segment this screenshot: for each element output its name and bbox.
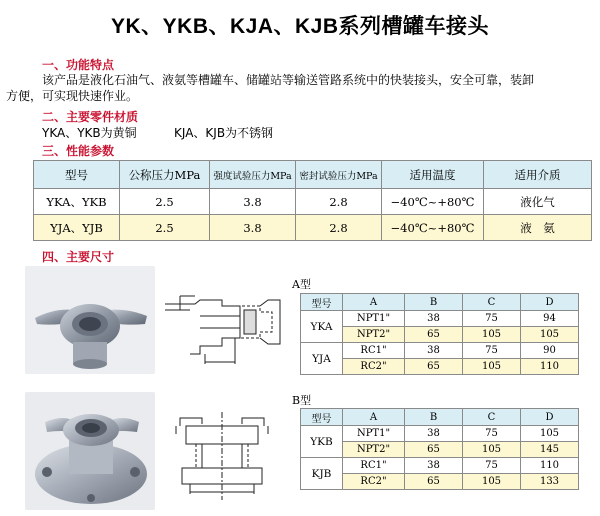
table-cell: 105	[521, 327, 579, 343]
table-row	[34, 189, 592, 215]
table-cell: 105	[463, 359, 521, 375]
dim-header: 型号	[301, 409, 343, 426]
table-cell: 2.5	[120, 215, 210, 241]
table-cell: 液化气	[484, 189, 592, 215]
table-cell: 38	[405, 311, 463, 327]
model-cell: YKB	[301, 426, 343, 458]
perf-header: 密封试验压力MPa	[296, 161, 382, 189]
table-cell: 38	[405, 343, 463, 359]
dim-header: D	[521, 409, 579, 426]
table-row	[301, 442, 579, 458]
perf-header: 适用温度	[382, 161, 484, 189]
table-cell: 3.8	[210, 189, 296, 215]
perf-header: 适用介质	[484, 161, 592, 189]
table-cell: −40℃~+80℃	[382, 189, 484, 215]
params-heading: 三、性能参数	[42, 144, 115, 158]
table-row	[301, 327, 579, 343]
table-cell: −40℃~+80℃	[382, 215, 484, 241]
dim-header: A	[343, 409, 405, 426]
materials-steel: KJA、KJB为不锈钢	[174, 126, 274, 140]
perf-header: 公称压力MPa	[120, 161, 210, 189]
type-a-label: A型	[292, 278, 311, 291]
table-row	[301, 343, 579, 359]
dim-header: B	[405, 294, 463, 311]
table-cell: NPT1"	[343, 311, 405, 327]
table-cell: 2.5	[120, 189, 210, 215]
dim-header: C	[463, 409, 521, 426]
features-line-1: 该产品是液化石油气、液氨等槽罐车、储罐站等输送管路系统中的快装接头，安全可靠，装卸	[42, 73, 535, 87]
table-row	[301, 458, 579, 474]
table-cell: 110	[521, 458, 579, 474]
performance-header-row	[34, 161, 592, 189]
dims-heading: 四、主要尺寸	[42, 250, 115, 264]
table-cell: 75	[463, 426, 521, 442]
table-row	[301, 474, 579, 490]
table-cell: 38	[405, 426, 463, 442]
table-cell: 65	[405, 359, 463, 375]
dim-header: 型号	[301, 294, 343, 311]
type-b-coupling-photo	[25, 392, 155, 510]
table-cell: 94	[521, 311, 579, 327]
table-cell: YJA、YJB	[34, 215, 120, 241]
table-cell: 2.8	[296, 215, 382, 241]
type-b-header-row	[301, 409, 579, 426]
table-cell: RC1"	[343, 343, 405, 359]
table-cell: NPT2"	[343, 442, 405, 458]
table-cell: RC2"	[343, 474, 405, 490]
type-b-drawing	[172, 404, 284, 508]
table-cell: RC2"	[343, 359, 405, 375]
table-cell: 75	[463, 343, 521, 359]
table-cell: 液 氨	[484, 215, 592, 241]
table-cell: 38	[405, 458, 463, 474]
table-row	[301, 311, 579, 327]
dim-header: D	[521, 294, 579, 311]
table-cell: 75	[463, 458, 521, 474]
table-cell: 145	[521, 442, 579, 458]
type-a-coupling-photo	[25, 266, 155, 374]
table-cell: 65	[405, 327, 463, 343]
materials-brass: YKA、YKB为黄铜	[42, 126, 137, 140]
perf-header: 强度试验压力MPa	[210, 161, 296, 189]
materials-heading: 二、主要零件材质	[42, 110, 139, 124]
table-cell: NPT2"	[343, 327, 405, 343]
table-cell: 65	[405, 474, 463, 490]
type-a-drawing	[160, 276, 285, 371]
dim-header: B	[405, 409, 463, 426]
table-cell: 105	[463, 327, 521, 343]
table-cell: RC1"	[343, 458, 405, 474]
table-cell: 75	[463, 311, 521, 327]
dim-header: A	[343, 294, 405, 311]
model-cell: KJB	[301, 458, 343, 490]
table-cell: 65	[405, 442, 463, 458]
features-line-2: 方便，可实现快速作业。	[6, 89, 139, 103]
perf-header: 型号	[34, 161, 120, 189]
table-cell: 2.8	[296, 189, 382, 215]
type-b-label: B型	[292, 394, 312, 407]
table-cell: 3.8	[210, 215, 296, 241]
table-cell: 105	[463, 442, 521, 458]
type-b-table	[300, 408, 579, 490]
table-row	[301, 359, 579, 375]
table-cell: 105	[463, 474, 521, 490]
performance-table	[33, 160, 592, 241]
table-row	[301, 426, 579, 442]
model-cell: YJA	[301, 343, 343, 375]
type-a-table	[300, 293, 579, 375]
page-title: YK、YKB、KJA、KJB系列槽罐车接头	[110, 15, 490, 38]
table-row	[34, 215, 592, 241]
table-cell: NPT1"	[343, 426, 405, 442]
table-cell: 110	[521, 359, 579, 375]
features-heading: 一、功能特点	[42, 58, 115, 72]
type-a-header-row	[301, 294, 579, 311]
table-cell: 105	[521, 426, 579, 442]
dim-header: C	[463, 294, 521, 311]
model-cell: YKA	[301, 311, 343, 343]
table-cell: 133	[521, 474, 579, 490]
table-cell: 90	[521, 343, 579, 359]
table-cell: YKA、YKB	[34, 189, 120, 215]
